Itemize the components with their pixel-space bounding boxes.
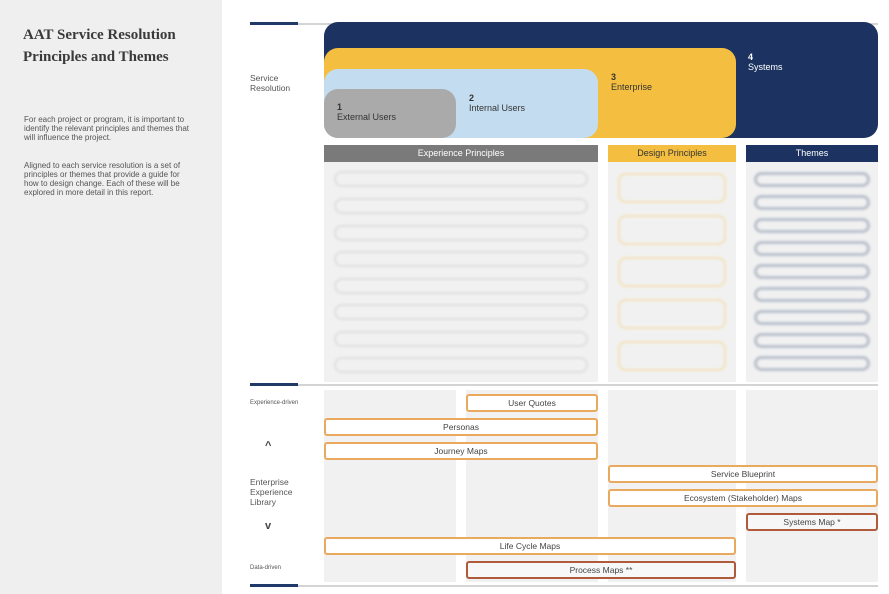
experience-driven-label: Experience-driven [250, 400, 299, 406]
life-cycle-maps-item[interactable]: Life Cycle Maps [324, 537, 736, 555]
personas-item[interactable]: Personas [324, 418, 598, 436]
middle-divider [250, 384, 878, 386]
resolution-label: Systems [748, 62, 783, 72]
experience-principle-pill [334, 225, 588, 241]
design-principle-pill [618, 215, 726, 245]
design-principle-pill [618, 173, 726, 203]
journey-maps-item[interactable]: Journey Maps [324, 442, 598, 460]
theme-pill [754, 356, 870, 371]
design-principle-pill [618, 341, 726, 371]
experience-principle-pill [334, 357, 588, 373]
experience-principle-pill [334, 278, 588, 294]
themes-header: Themes [746, 145, 878, 162]
experience-principle-pill [334, 304, 588, 320]
middle-accent-bar [250, 383, 298, 386]
bottom-accent-bar [250, 584, 298, 587]
resolution-label: External Users [337, 112, 397, 122]
resolution-number: 4 [748, 52, 754, 62]
theme-pill [754, 195, 870, 210]
intro-paragraph: For each project or program, it is important to identify the relevant principles and themes that will influence the project. [24, 115, 189, 142]
caret-down-icon: v [265, 520, 272, 532]
design-principles-header: Design Principles [608, 145, 736, 162]
theme-pill [754, 333, 870, 348]
library-column-4 [746, 390, 878, 582]
resolution-number: 3 [611, 72, 617, 82]
resolution-label: Enterprise [611, 82, 653, 92]
service-resolution-label: Service Resolution [250, 73, 291, 93]
detail-paragraph: Aligned to each service resolution is a set of principles or themes that provide a guide for how to design change. Each of these will be explored in more detail in this report. [24, 161, 181, 197]
page-title: AAT Service Resolution Principles and Themes [23, 27, 176, 65]
systems-map-item[interactable]: Systems Map * [746, 513, 878, 531]
service-blueprint-item[interactable]: Service Blueprint [608, 465, 878, 483]
design-principle-pill [618, 257, 726, 287]
design-principle-pill [618, 299, 726, 329]
process-maps-item[interactable]: Process Maps ** [466, 561, 736, 579]
bottom-divider [250, 585, 878, 587]
ecosystem-maps-item[interactable]: Ecosystem (Stakeholder) Maps [608, 489, 878, 507]
data-driven-label: Data-driven [250, 565, 282, 571]
theme-pill [754, 241, 870, 256]
theme-pill [754, 218, 870, 233]
theme-pill [754, 310, 870, 325]
experience-principle-pill [334, 198, 588, 214]
experience-principle-pill [334, 171, 588, 187]
experience-principles-header: Experience Principles [324, 145, 598, 162]
experience-principle-pill [334, 251, 588, 267]
theme-pill [754, 264, 870, 279]
theme-pill [754, 172, 870, 187]
caret-up-icon: ^ [265, 440, 272, 452]
resolution-number: 1 [337, 102, 343, 112]
resolution-number: 2 [469, 93, 475, 103]
experience-principle-pill [334, 331, 588, 347]
resolution-label: Internal Users [469, 103, 526, 113]
enterprise-library-label: Enterprise Experience Library [250, 477, 293, 507]
user-quotes-item[interactable]: User Quotes [466, 394, 598, 412]
theme-pill [754, 287, 870, 302]
